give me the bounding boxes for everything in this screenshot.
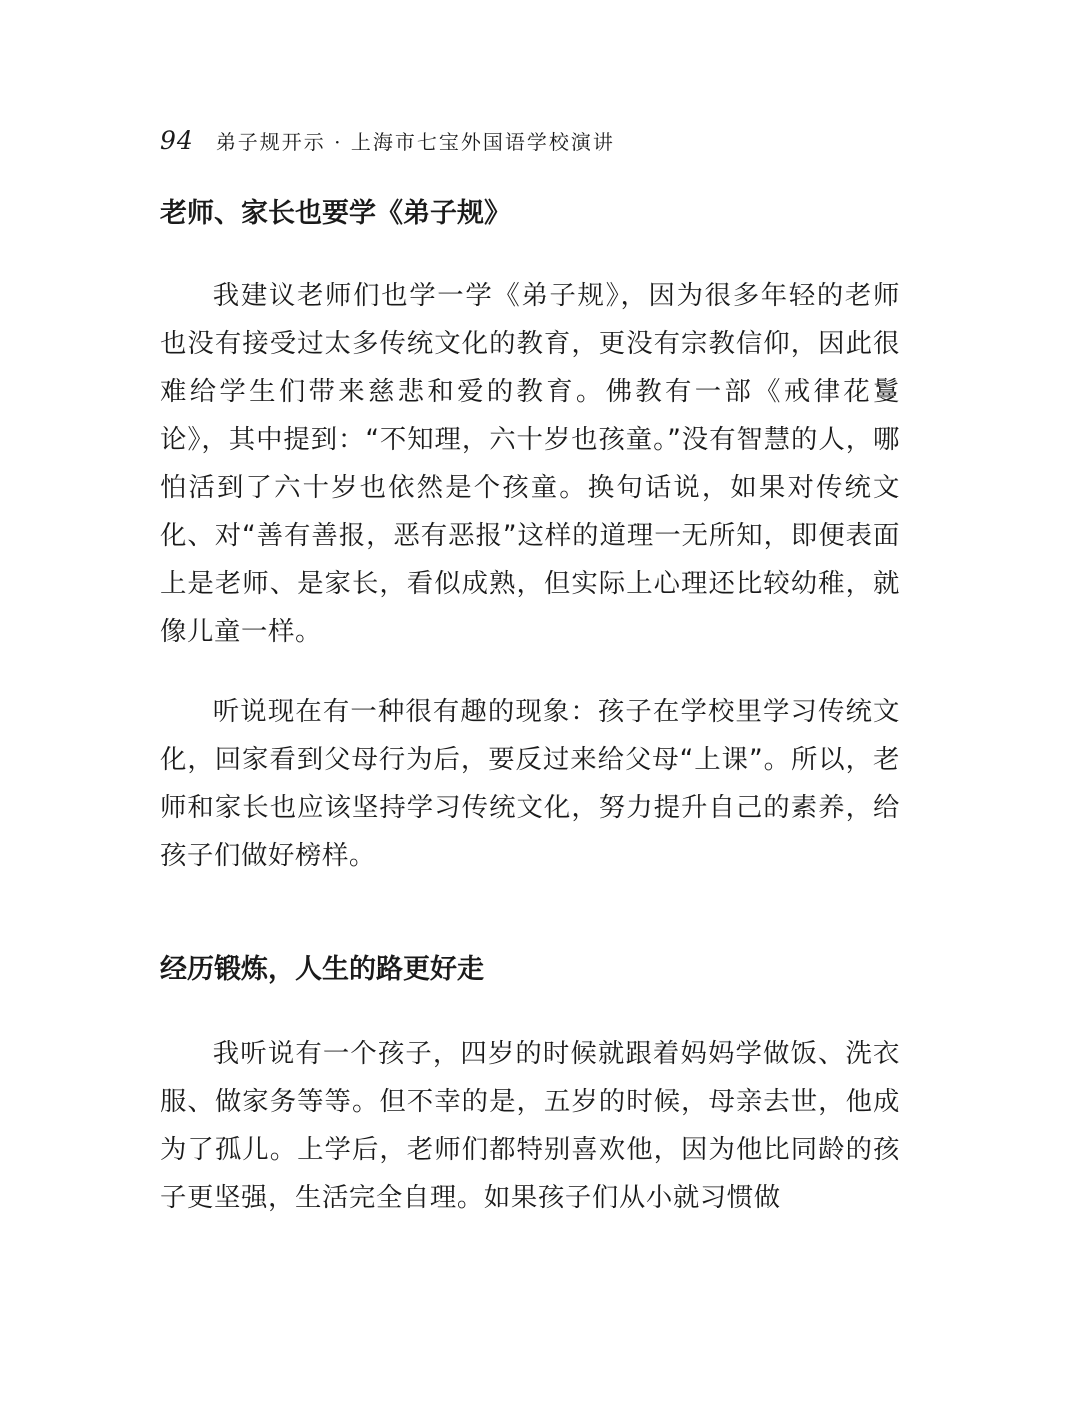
page-number: 94 [160,125,194,155]
running-title: 弟子规开示 · 上海市七宝外国语学校演讲 [215,129,615,154]
section-heading-life-experience: 经历锻炼，人生的路更好走 [160,954,484,985]
running-header [160,120,615,160]
paragraph-orphan-story: 我听说有一个孩子，四岁的时候就跟着妈妈学做饭、洗衣服、做家务等等。但不幸的是，五岁的时候，母亲去世，他成为了孤儿。上学后，老师们都特别喜欢他，因为他比同龄的孩子更坚强，生活完全自理。如果孩子们从小就习惯做 [160,1038,900,1213]
paragraph-teachers-learn: 我建议老师们也学一学《弟子规》，因为很多年轻的老师也没有接受过太多传统文化的教育，更没有宗教信仰，因此很难给学生们带来慈悲和爱的教育。佛教有一部《戒律花鬘论》，其中提到：“不知理，六十岁也孩童。”没有智慧的人，哪怕活到了六十岁也依然是个孩童。换句话说，如果对传统文化、对“善有善报，恶有恶报”这样的道理一无所知，即便表面上是老师、是家长，看似成熟，但实际上心理还比较幼稚，就像儿童一样。 [160,280,900,647]
paragraph-children-teach-parents: 听说现在有一种很有趣的现象：孩子在学校里学习传统文化，回家看到父母行为后，要反过来给父母“上课”。所以，老师和家长也应该坚持学习传统文化，努力提升自己的素养，给孩子们做好榜样。 [160,696,900,871]
section-heading-teachers-parents: 老师、家长也要学《弟子规》 [160,198,511,229]
